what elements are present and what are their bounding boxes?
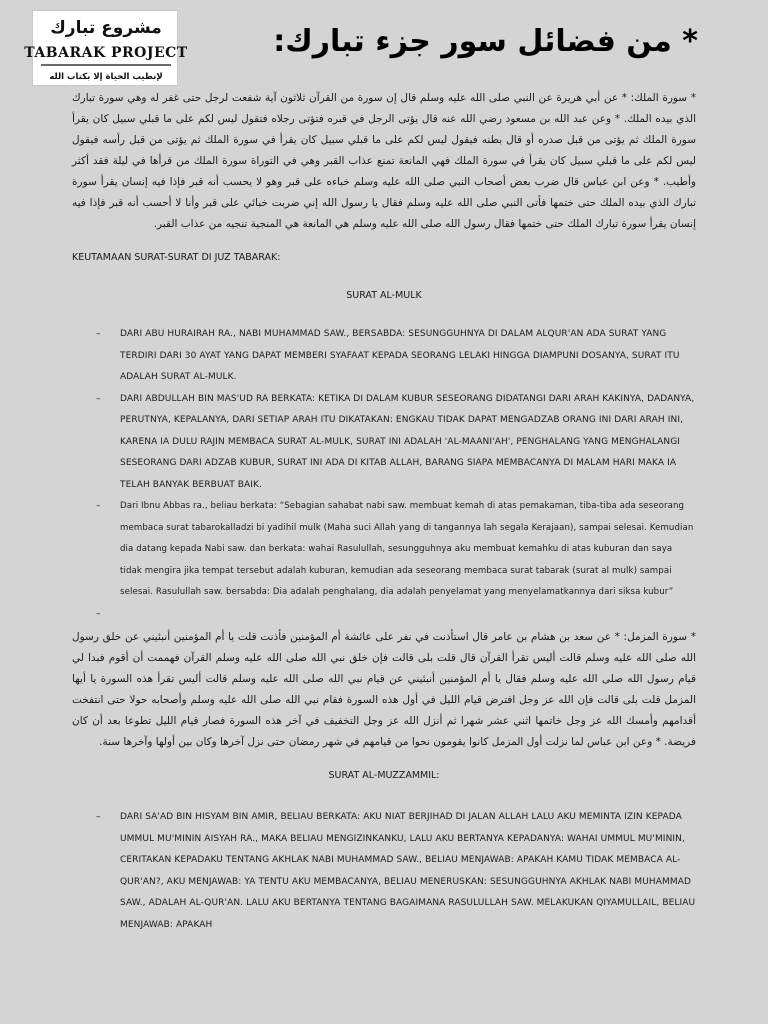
bullet-dash: –	[96, 501, 101, 511]
arabic-muzzammil-paragraph: * سورة المزمل: * عن سعد بن هشام بن عامر قال استأذنت في نفر على عائشة أم المؤمنين فأذنت قلت يا أم المؤمنين أنبئيني عن خلق رسول الله صلى الله عليه وسلم قالت أليس تقرأ القرآن قال قلت بلى قالت فإن خلق نبي الله صلى الله عليه وسلم القرآن فهممت أن أقوم فبدا لي قيام رسول الله صلى الله عليه وسلم فقال يا أم المؤمنين أنبئيني عن قيام نبي الله صلى الله عليه وسلم قالت أليس تقرأ هذه السورة يا أيها المزمل قلت بلى قالت فإن الله عز وجل افترض قيام الليل في أول هذه السورة فقام نبي الله صلى الله عليه وسلم وأصحابه حولا حتى انتفخت أقدامهم وأمسك الله عز وجل خاتمها اثني عشر شهرا ثم أنزل الله عز وجل التخفيف في آخر هذه السورة فصار قيام الليل تطوعا بعد أن كان فريضة. * وعن ابن عباس لما نزلت أول المزمل كانوا يقومون نحوا من قيامهم في شهر رمضان حتى نزل آخرها وكان بين أولها وآخرها سنة.	[72, 631, 696, 748]
document-body	[72, 86, 696, 936]
section-heading-muzzammil: SURAT AL-MUZZAMMIL:	[328, 770, 440, 781]
arabic-mulk-paragraph: * سورة الملك: * عن أبي هريرة عن النبي صلى الله عليه وسلم قال إن سورة من القرآن ثلاثون آية شفعت لرجل حتى غفر له وهي سورة تبارك الذي بيده الملك. * وعن عبد الله بن مسعود رضي الله عنه قال يؤتى الرجل في قبره فتؤتى رجلاه فتقول ليس لكم على ما قبلي سبيل كان يقرأ سورة الملك ثم يؤتى من قبل صدره أو قال بطنه فيقول ليس لكم على ما قبلي سبيل كان يقرأ في سورة الملك ثم يؤتى من قبل رأسه فيقول ليس لكم على ما قبلي سبيل كان يقرأ في سورة الملك فهي المانعة تمنع عذاب القبر وهي في التوراة سورة الملك من قرأها في ليلة فقد أكثر وأطيب. * وعن ابن عباس قال ضرب بعض أصحاب النبي صلى الله عليه وسلم خباءه على قبر وهو لا يحسب أنه قبر فإذا فيه إنسان يقرأ سورة تبارك الذي بيده الملك حتى ختمها فأتى النبي صلى الله عليه وسلم فقال يا رسول الله إني ضربت خبائي على قبر وأنا لا أحسب أنه قبر فإذا فيه إنسان يقرأ سورة تبارك الملك حتى ختمها فقال رسول الله صلى الله عليه وسلم هي المانعة هي المنجية تنجيه من عذاب القبر.	[72, 92, 696, 230]
bullet-dash: –	[96, 608, 101, 619]
tabarak-project-logo	[24, 10, 188, 86]
list-item	[72, 604, 696, 626]
page-title: * من فضائل سور جزء تبارك:	[273, 24, 698, 59]
list-item-text: DARI SA'AD BIN HISYAM BIN AMIR, BELIAU BERKATA: AKU NIAT BERJIHAD DI JALAN ALLAH LALU AKU MEMINTA IZIN KEPADA UMMUL MU'MININ AISYAH RA., MAKA BELIAU MENGIZINKANKU, LALU AKU BERTANYA KEPADANYA: WAHAI UMMUL MU'MININ, CERITAKAN KEPADAKU TENTANG AKHLAK NABI MUHAMMAD SAW., BELIAU MENJAWAB: APAKAH KAMU TIDAK MEMBACA AL-QUR'AN?, AKU MENJAWAB: YA TENTU AKU MEMBACANYA, BELIAU MENERUSKAN: SESUNGGUHNYA AKHLAK NABI MUHAMMAD SAW., ADALAH AL-QUR'AN. LALU AKU BERTANYA TENTANG BAGAIMANA RASULULLAH SAW. MELAKUKAN QIYAMULLAIL, BELIAU MENJAWAB: APAKAH	[120, 812, 696, 930]
logo-tagline: لإنطيب الحياة إلا بكتاب الله	[49, 72, 163, 82]
muzzammil-list	[72, 807, 696, 936]
list-item	[72, 324, 696, 389]
section-heading-mulk: SURAT AL-MULK	[346, 290, 422, 301]
bullet-dash: –	[96, 393, 101, 404]
bullet-dash: –	[96, 812, 101, 822]
main-heading: KEUTAMAAN SURAT-SURAT DI JUZ TABARAK:	[72, 252, 281, 263]
mulk-list	[72, 324, 696, 625]
logo-arabic-name: مشروع تبارك	[50, 18, 162, 38]
logo-latin-name: TABARAK PROJECT	[24, 45, 188, 61]
list-item-text: DARI ABU HURAIRAH RA., NABI MUHAMMAD SAW., BERSABDA: SESUNGGUHNYA DI DALAM ALQUR'AN ADA SURAT YANG TERDIRI DARI 30 AYAT YANG DAPAT MEMBERI SYAFAAT KEPADA SEORANG LELAKI HINGGA DIAMPUNI DOSANYA, SURAT ITU ADALAH SURAT AL-MULK.	[120, 329, 680, 382]
list-item	[72, 389, 696, 497]
list-item-text: DARI ABDULLAH BIN MAS'UD RA BERKATA: KETIKA DI DALAM KUBUR SESEORANG DIDATANGI DARI ARAH KAKINYA, DADANYA, PERUTNYA, KEPALANYA, DARI SETIAP ARAH ITU DIKATAKAN: ENGKAU TIDAK DAPAT MENGADZAB ORANG INI DARI ARAH INI, KARENA IA DULU RAJIN MEMBACA SURAT AL-MULK, SURAT INI ADALAH 'AL-MAANI'AH', PENGHALANG YANG MENGHALANGI SESEORANG DARI ADZAB KUBUR, SURAT INI ADA DI KITAB ALLAH, BARANG SIAPA MEMBACANYA DI MALAM HARI MAKA IA TELAH BANYAK BERBUAT BAIK.	[120, 393, 695, 490]
logo-graphic	[24, 11, 188, 87]
list-item	[72, 807, 696, 936]
bullet-dash: –	[96, 329, 101, 339]
list-item-text: Dari Ibnu Abbas ra., beliau berkata: “Sebagian sahabat nabi saw. membuat kemah di atas pemakaman, tiba-tiba ada seseorang membaca surat tabarokalladzi bi yadihil mulk (Maha suci Allah yang di tangannya lah segala Kerajaan), sampai selesai. Kemudian dia datang kepada Nabi saw. dan berkata: wahai Rasulullah, sesungguhnya aku membuat kemahku di atas kuburan dan saya tidak mengira jika tempat tersebut adalah kuburan, kemudian ada seseorang membaca surat tabarak (surat al mulk) sampai selesai. Rasulullah saw. bersabda: Dia adalah penghalang, dia adalah penyelamat yang menyelamatkannya dari siksa kubur”	[120, 501, 694, 597]
list-item	[72, 496, 696, 604]
